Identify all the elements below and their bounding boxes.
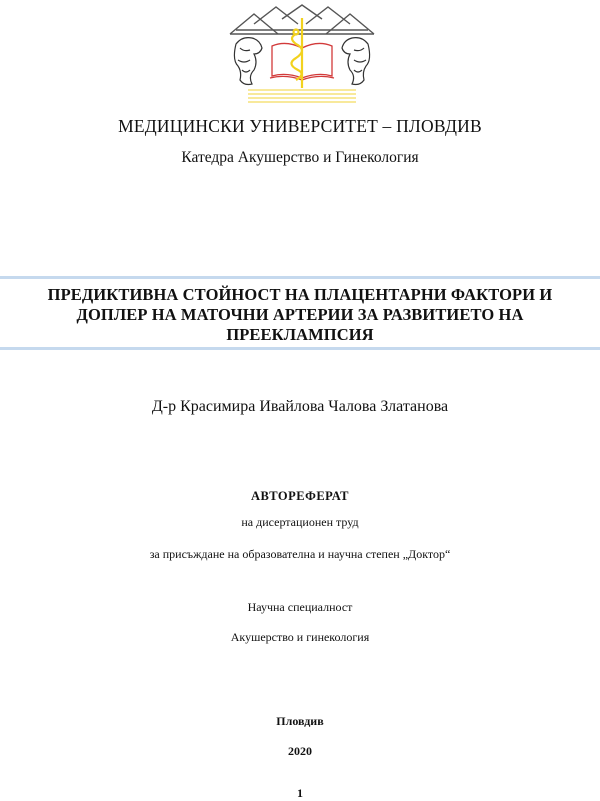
work-type: на дисертационен труд [241,515,359,529]
page-number: 1 [297,786,303,800]
dissertation-title [0,285,600,345]
author-name: Д-р Красимира Ивайлова Чалова Златанова [151,398,449,415]
specialty-label: Научна специалност [247,600,353,614]
specialty-value: Акушерство и гинекология [230,630,370,644]
title-line: ДОПЛЕР НА МАТОЧНИ АРТЕРИИ ЗА РАЗВИТИЕТО НА [76,305,524,324]
year: 2020 [288,744,312,758]
university-name: МЕДИЦИНСКИ УНИВЕРСИТЕТ – ПЛОВДИВ [118,116,482,136]
abstract-label: АВТОРЕФЕРАТ [251,489,349,503]
degree-line: за присъждане на образователна и научна степен „Доктор“ [149,547,451,561]
city: Пловдив [276,714,324,728]
university-crest-icon [226,4,378,106]
department-name: Катедра Акушерство и Гинекология [181,149,419,166]
title-rule-bottom [0,347,600,350]
title-line: ПРЕДИКТИВНА СТОЙНОСТ НА ПЛАЦЕНТАРНИ ФАКТОРИ И [47,285,553,304]
title-line: ПРЕЕКЛАМПСИЯ [226,325,374,344]
title-rule-top [0,276,600,279]
